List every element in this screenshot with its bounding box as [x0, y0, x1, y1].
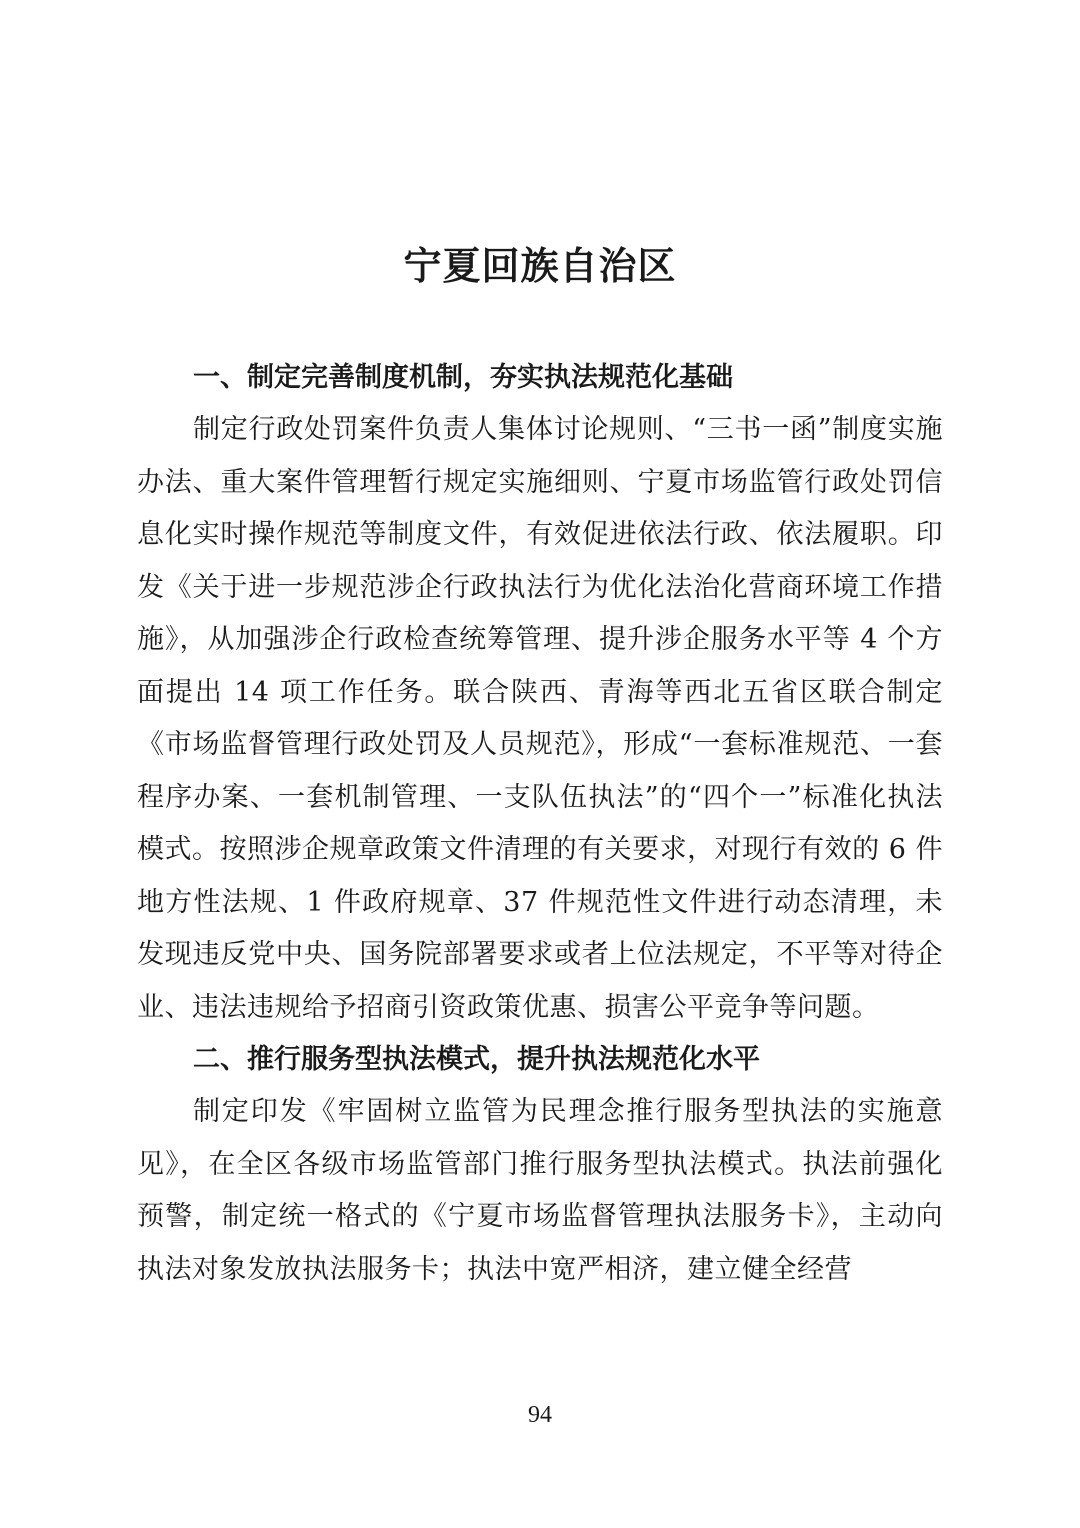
page-number: 94 — [528, 1402, 552, 1428]
section-heading-1: 一、制定完善制度机制，夯实执法规范化基础 — [193, 362, 733, 393]
section-paragraph-2: 制定印发《牢固树立监管为民理念推行服务型执法的实施意见》，在全区各级市场监管部门推行服务型执法模式。执法前强化预警，制定统一格式的《宁夏市场监督管理执法服务卡》，主动向执法对象发放执法服务卡；执法中宽严相济，建立健全经营 — [137, 1096, 943, 1285]
document-body — [137, 352, 943, 1296]
page-title: 宁夏回族自治区 — [403, 243, 677, 288]
section-heading-2: 二、推行服务型执法模式，提升执法规范化水平 — [193, 1044, 760, 1075]
section-paragraph-1: 制定行政处罚案件负责人集体讨论规则、“三书一函”制度实施办法、重大案件管理暂行规定实施细则、宁夏市场监管行政处罚信息化实时操作规范等制度文件，有效促进依法行政、依法履职。印发《关于进一步规范涉企行政执法行为优化法治化营商环境工作措施》，从加强涉企行政检查统筹管理、提升涉企服务水平等 4 个方面提出 14 项工作任务。联合陕西、青海等西北五省区联合制定《市场监督管理行政处罚及人员规范》，形成“一套标准规范、一套程序办案、一套机制管理、一支队伍执法”的“四个一”标准化执法模式。按照涉企规章政策文件清理的有关要求，对现行有效的 6 件地方性法规、1 件政府规章、37 件规范性文件进行动态清理，未发现违反党中央、国务院部署要求或者上位法规定，不平等对待企业、违法违规给予招商引资政策优惠、损害公平竞争等问题。 — [137, 414, 943, 1023]
